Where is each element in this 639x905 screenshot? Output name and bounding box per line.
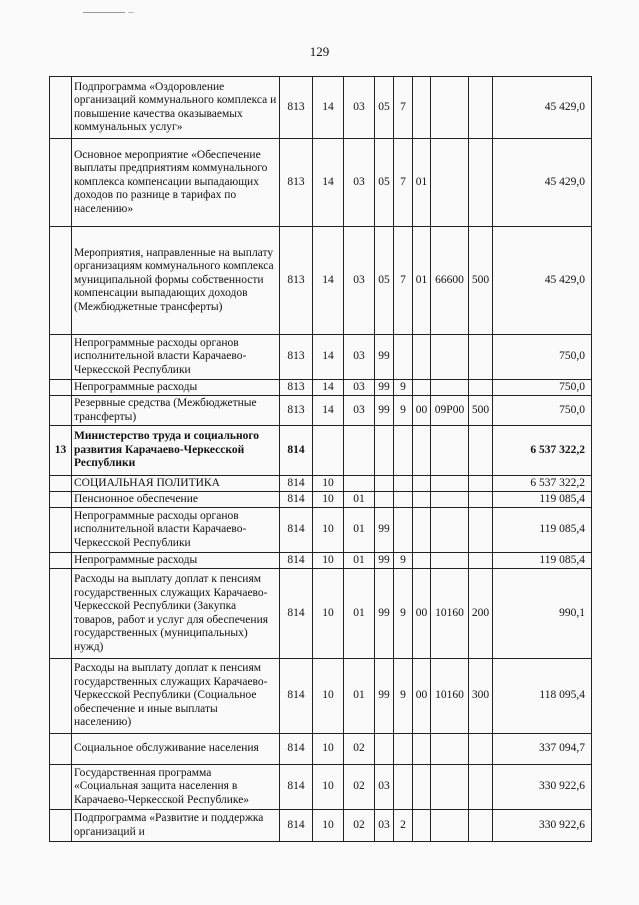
code-section: 10	[313, 508, 344, 553]
code-event	[413, 77, 431, 139]
table-row	[50, 380, 592, 396]
code-ministry: 813	[280, 396, 313, 426]
code-ministry: 814	[280, 426, 313, 476]
row-number	[50, 553, 72, 569]
code-ministry: 813	[280, 335, 313, 380]
row-amount: 118 095,4	[493, 659, 592, 734]
code-program: 99	[375, 380, 394, 396]
code-subprogram: 2	[394, 810, 413, 842]
code-subsection: 03	[344, 77, 375, 139]
code-program: 99	[375, 659, 394, 734]
code-section: 14	[313, 139, 344, 227]
row-name: Государственная программа «Социальная защита населения в Карачаево-Черкесской Республике»	[72, 765, 280, 810]
code-subsection: 03	[344, 227, 375, 335]
table-row	[50, 508, 592, 553]
scan-artifact-line	[128, 12, 134, 13]
code-event	[413, 810, 431, 842]
code-event: 01	[413, 139, 431, 227]
code-section: 14	[313, 335, 344, 380]
page-number: 129	[309, 44, 330, 59]
code-program: 99	[375, 508, 394, 553]
code-section: 10	[313, 810, 344, 842]
code-ministry: 814	[280, 476, 313, 492]
code-event	[413, 553, 431, 569]
code-section: 10	[313, 553, 344, 569]
code-ministry: 814	[280, 508, 313, 553]
code-program	[375, 734, 394, 765]
code-section: 14	[313, 227, 344, 335]
row-number	[50, 765, 72, 810]
row-number	[50, 659, 72, 734]
row-amount: 6 537 322,2	[493, 426, 592, 476]
code-subprogram	[394, 734, 413, 765]
code-subprogram	[394, 765, 413, 810]
row-name: Непрограммные расходы органов исполнительной власти Карачаево-Черкесской Республики	[72, 335, 280, 380]
code-subsection: 01	[344, 492, 375, 508]
code-subprogram: 9	[394, 553, 413, 569]
code-event: 00	[413, 659, 431, 734]
code-subprogram: 9	[394, 380, 413, 396]
code-direction	[431, 139, 469, 227]
table-row	[50, 553, 592, 569]
row-name: Подпрограмма «Развитие и поддержка организаций и	[72, 810, 280, 842]
code-direction	[431, 765, 469, 810]
code-ministry: 814	[280, 553, 313, 569]
code-program: 99	[375, 335, 394, 380]
row-amount: 337 094,7	[493, 734, 592, 765]
code-event	[413, 765, 431, 810]
code-subprogram: 7	[394, 77, 413, 139]
code-expense-type	[469, 508, 493, 553]
code-section: 14	[313, 396, 344, 426]
code-expense-type: 500	[469, 227, 493, 335]
code-direction	[431, 734, 469, 765]
code-event	[413, 335, 431, 380]
table-row	[50, 734, 592, 765]
code-expense-type	[469, 380, 493, 396]
row-amount: 45 429,0	[493, 139, 592, 227]
table-row	[50, 227, 592, 335]
row-name: Непрограммные расходы	[72, 553, 280, 569]
code-ministry: 813	[280, 139, 313, 227]
code-program: 03	[375, 765, 394, 810]
code-expense-type	[469, 492, 493, 508]
row-number	[50, 227, 72, 335]
code-event: 00	[413, 396, 431, 426]
row-amount: 119 085,4	[493, 553, 592, 569]
code-direction: 10160	[431, 569, 469, 659]
code-direction	[431, 335, 469, 380]
row-number	[50, 77, 72, 139]
code-expense-type: 200	[469, 569, 493, 659]
code-subprogram	[394, 335, 413, 380]
code-subprogram: 9	[394, 659, 413, 734]
code-expense-type	[469, 553, 493, 569]
code-subsection: 03	[344, 396, 375, 426]
code-expense-type	[469, 734, 493, 765]
budget-table	[49, 76, 592, 842]
code-direction	[431, 810, 469, 842]
code-program: 05	[375, 77, 394, 139]
code-event	[413, 380, 431, 396]
code-subprogram	[394, 508, 413, 553]
code-ministry: 814	[280, 492, 313, 508]
row-number	[50, 476, 72, 492]
row-name: СОЦИАЛЬНАЯ ПОЛИТИКА	[72, 476, 280, 492]
row-amount: 119 085,4	[493, 508, 592, 553]
code-ministry: 813	[280, 77, 313, 139]
row-name: Расходы на выплату доплат к пенсиям государственных служащих Карачаево-Черкесской Республики (Закупка товаров, работ и услуг для обеспечения государственных (муниципальных) нужд)	[72, 569, 280, 659]
table-row	[50, 396, 592, 426]
code-event: 00	[413, 569, 431, 659]
code-subprogram	[394, 476, 413, 492]
code-direction	[431, 508, 469, 553]
code-program	[375, 492, 394, 508]
code-section	[313, 426, 344, 476]
code-ministry: 814	[280, 734, 313, 765]
code-expense-type	[469, 426, 493, 476]
code-subprogram: 9	[394, 396, 413, 426]
code-subprogram	[394, 426, 413, 476]
row-name: Резервные средства (Межбюджетные трансферты)	[72, 396, 280, 426]
table-row	[50, 77, 592, 139]
row-amount: 45 429,0	[493, 77, 592, 139]
row-number	[50, 380, 72, 396]
code-program: 99	[375, 569, 394, 659]
code-subsection: 01	[344, 569, 375, 659]
code-direction: 09Р00	[431, 396, 469, 426]
scan-artifact-line	[83, 12, 125, 13]
code-program: 05	[375, 227, 394, 335]
row-name: Непрограммные расходы	[72, 380, 280, 396]
code-subsection: 02	[344, 810, 375, 842]
code-subsection: 02	[344, 765, 375, 810]
row-number	[50, 810, 72, 842]
code-ministry: 813	[280, 227, 313, 335]
row-amount: 330 922,6	[493, 765, 592, 810]
row-name: Пенсионное обеспечение	[72, 492, 280, 508]
code-event: 01	[413, 227, 431, 335]
code-expense-type	[469, 77, 493, 139]
row-amount: 119 085,4	[493, 492, 592, 508]
code-ministry: 814	[280, 569, 313, 659]
row-number	[50, 396, 72, 426]
row-name: Основное мероприятие «Обеспечение выплаты предприятиям коммунального комплекса компенсации выпадающих доходов по разнице в тарифах по населению»	[72, 139, 280, 227]
code-section: 14	[313, 77, 344, 139]
code-subprogram: 9	[394, 569, 413, 659]
code-direction	[431, 380, 469, 396]
code-subsection: 03	[344, 380, 375, 396]
code-subsection: 03	[344, 139, 375, 227]
code-expense-type: 500	[469, 396, 493, 426]
row-name: Расходы на выплату доплат к пенсиям государственных служащих Карачаево-Черкесской Республики (Социальное обеспечение и иные выплаты населению)	[72, 659, 280, 734]
row-name: Непрограммные расходы органов исполнительной власти Карачаево-Черкесской Республики	[72, 508, 280, 553]
code-direction	[431, 476, 469, 492]
code-direction	[431, 553, 469, 569]
code-section: 10	[313, 492, 344, 508]
code-expense-type	[469, 139, 493, 227]
row-amount: 45 429,0	[493, 227, 592, 335]
code-program: 05	[375, 139, 394, 227]
row-number	[50, 734, 72, 765]
code-subprogram: 7	[394, 227, 413, 335]
code-direction	[431, 492, 469, 508]
code-event	[413, 734, 431, 765]
code-program: 99	[375, 396, 394, 426]
row-name: Министерство труда и социального развития Карачаево-Черкесской Республики	[72, 426, 280, 476]
code-subprogram: 7	[394, 139, 413, 227]
code-section: 14	[313, 380, 344, 396]
code-section: 10	[313, 569, 344, 659]
table-row	[50, 335, 592, 380]
row-number: 13	[50, 426, 72, 476]
table-row	[50, 492, 592, 508]
row-amount: 990,1	[493, 569, 592, 659]
row-number	[50, 508, 72, 553]
row-amount: 750,0	[493, 396, 592, 426]
row-amount: 6 537 322,2	[493, 476, 592, 492]
code-subsection: 01	[344, 553, 375, 569]
table-row	[50, 765, 592, 810]
code-section: 10	[313, 659, 344, 734]
code-event	[413, 476, 431, 492]
code-program	[375, 476, 394, 492]
code-direction	[431, 77, 469, 139]
table-row	[50, 810, 592, 842]
table-row	[50, 476, 592, 492]
code-ministry: 814	[280, 659, 313, 734]
code-ministry: 814	[280, 765, 313, 810]
code-direction: 10160	[431, 659, 469, 734]
row-name: Социальное обслуживание населения	[72, 734, 280, 765]
code-program: 99	[375, 553, 394, 569]
row-name: Подпрограмма «Оздоровление организаций коммунального комплекса и повышение качества оказываемых коммунальных услуг»	[72, 77, 280, 139]
code-section: 10	[313, 476, 344, 492]
code-ministry: 814	[280, 810, 313, 842]
code-event	[413, 492, 431, 508]
code-subsection	[344, 426, 375, 476]
code-ministry: 813	[280, 380, 313, 396]
row-number	[50, 139, 72, 227]
code-expense-type	[469, 765, 493, 810]
code-program	[375, 426, 394, 476]
code-direction	[431, 426, 469, 476]
table-row	[50, 569, 592, 659]
code-event	[413, 426, 431, 476]
code-subsection: 01	[344, 659, 375, 734]
table-row	[50, 426, 592, 476]
code-subprogram	[394, 492, 413, 508]
code-expense-type	[469, 476, 493, 492]
row-name: Мероприятия, направленные на выплату организациям коммунального комплекса муниципальной формы собственности компенсации выпадающих доходов (Межбюджетные трансферты)	[72, 227, 280, 335]
code-program: 03	[375, 810, 394, 842]
table-row	[50, 659, 592, 734]
row-amount: 750,0	[493, 335, 592, 380]
row-number	[50, 492, 72, 508]
code-subsection: 01	[344, 508, 375, 553]
table-row	[50, 139, 592, 227]
row-amount: 330 922,6	[493, 810, 592, 842]
code-expense-type	[469, 810, 493, 842]
code-event	[413, 508, 431, 553]
row-number	[50, 569, 72, 659]
code-section: 10	[313, 734, 344, 765]
code-expense-type	[469, 335, 493, 380]
code-expense-type: 300	[469, 659, 493, 734]
code-subsection: 03	[344, 335, 375, 380]
row-amount: 750,0	[493, 380, 592, 396]
code-subsection	[344, 476, 375, 492]
code-direction: 66600	[431, 227, 469, 335]
row-number	[50, 335, 72, 380]
code-section: 10	[313, 765, 344, 810]
code-subsection: 02	[344, 734, 375, 765]
